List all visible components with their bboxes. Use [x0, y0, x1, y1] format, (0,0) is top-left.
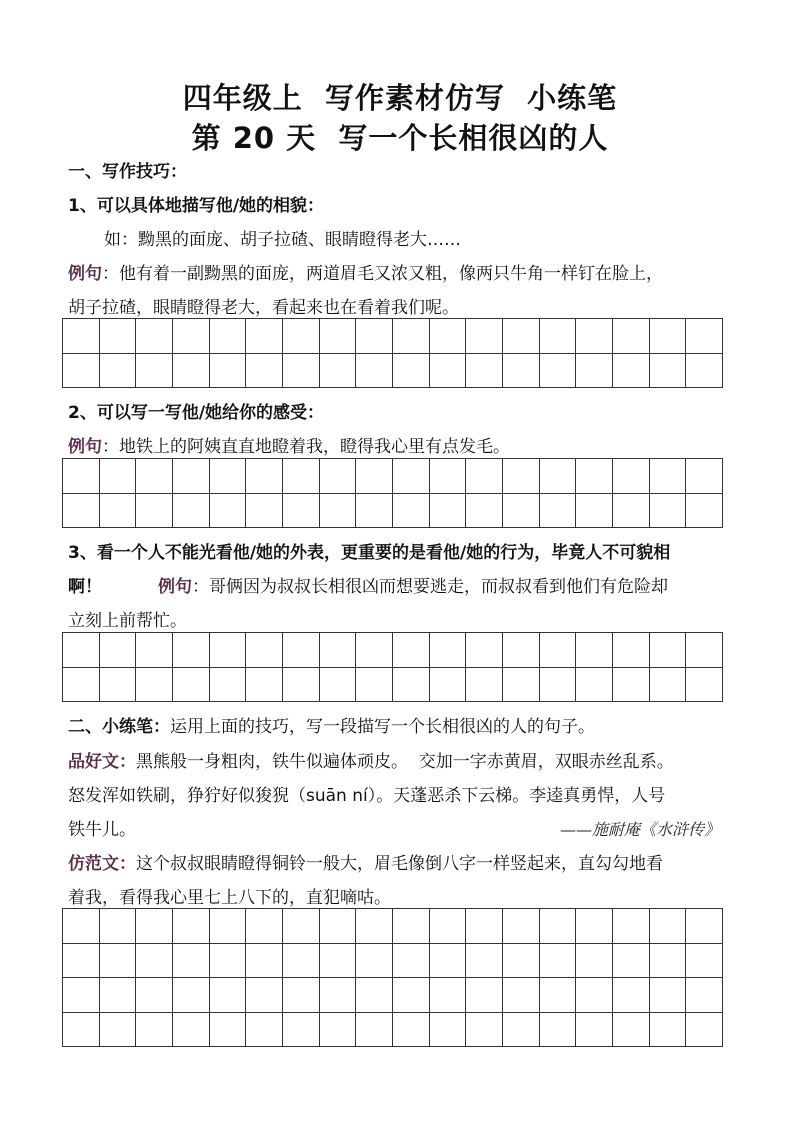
grid-cell[interactable]	[430, 1013, 467, 1048]
tip2-example-sentence	[68, 436, 510, 458]
grid-cell[interactable]	[466, 1013, 503, 1048]
example-text: ：地铁上的阿姨直直地瞪着我，瞪得我心里有点发毛。	[102, 437, 510, 457]
grid-cell[interactable]	[650, 668, 687, 703]
grid-cell[interactable]	[320, 668, 357, 703]
grid-cell[interactable]	[283, 668, 320, 703]
example-label: 例句	[158, 577, 192, 597]
grid-cell[interactable]	[393, 944, 430, 979]
grid-cell[interactable]	[466, 354, 503, 389]
grid-cell[interactable]	[576, 909, 613, 944]
grid-cell[interactable]	[136, 1013, 173, 1048]
grid-cell[interactable]	[430, 494, 467, 529]
grid-cell[interactable]	[246, 978, 283, 1013]
grid-cell[interactable]	[320, 909, 357, 944]
grid-cell[interactable]	[686, 909, 723, 944]
grid-cell[interactable]	[320, 459, 357, 494]
grid-cell[interactable]	[686, 459, 723, 494]
grid-cell[interactable]	[613, 319, 650, 354]
title-line-2: 第 20 天 写一个长相很凶的人	[191, 121, 609, 155]
grid-cell[interactable]	[320, 494, 357, 529]
grid-cell[interactable]	[173, 668, 210, 703]
grid-cell[interactable]	[100, 459, 137, 494]
grid-cell[interactable]	[650, 354, 687, 389]
grid-cell[interactable]	[173, 978, 210, 1013]
grid-cell[interactable]	[210, 494, 247, 529]
grid-cell[interactable]	[100, 978, 137, 1013]
grid-cell[interactable]	[356, 354, 393, 389]
grid-cell[interactable]	[356, 633, 393, 668]
grid-cell[interactable]	[320, 633, 357, 668]
tip3-heading-line2	[68, 576, 668, 598]
grid-cell[interactable]	[246, 459, 283, 494]
grid-cell[interactable]	[430, 319, 467, 354]
grid-cell[interactable]	[466, 319, 503, 354]
grid-cell[interactable]	[63, 944, 100, 979]
writing-grid-1[interactable]	[62, 318, 723, 388]
grid-cell[interactable]	[466, 459, 503, 494]
grid-cell[interactable]	[283, 944, 320, 979]
grid-cell[interactable]	[576, 1013, 613, 1048]
section2-heading: 二、小练笔：	[68, 717, 170, 737]
grid-cell[interactable]	[576, 944, 613, 979]
good-text-attribution: ——施耐庵《水浒传》	[559, 820, 720, 839]
grid-cell[interactable]	[173, 1013, 210, 1048]
grid-cell[interactable]	[136, 668, 173, 703]
grid-cell[interactable]	[503, 668, 540, 703]
grid-cell[interactable]	[576, 633, 613, 668]
grid-cell[interactable]	[393, 978, 430, 1013]
grid-cell[interactable]	[576, 668, 613, 703]
grid-cell[interactable]	[503, 909, 540, 944]
grid-cell[interactable]	[136, 494, 173, 529]
grid-cell[interactable]	[100, 319, 137, 354]
section2-instruction: 运用上面的技巧，写一段描写一个长相很凶的人的句子。	[170, 717, 595, 737]
grid-cell[interactable]	[173, 909, 210, 944]
grid-cell[interactable]	[503, 633, 540, 668]
grid-cell[interactable]	[100, 944, 137, 979]
grid-cell[interactable]	[246, 1013, 283, 1048]
grid-cell[interactable]	[210, 668, 247, 703]
grid-cell[interactable]	[466, 909, 503, 944]
grid-cell[interactable]	[210, 909, 247, 944]
grid-cell[interactable]	[356, 944, 393, 979]
model-text-line1	[68, 853, 663, 875]
grid-cell[interactable]	[283, 909, 320, 944]
grid-cell[interactable]	[63, 909, 100, 944]
tip3-heading-end: 啊！	[68, 577, 102, 597]
tip2-heading: 2、可以写一写他/她给你的感受：	[68, 403, 325, 423]
tip3-example-sentence-line2: 立刻上前帮忙。	[68, 611, 187, 631]
grid-cell[interactable]	[210, 978, 247, 1013]
grid-cell[interactable]	[246, 354, 283, 389]
grid-cell[interactable]	[576, 978, 613, 1013]
tip3-heading-line1: 3、看一个人不能光看他/她的外表，更重要的是看他/她的行为，毕竟人不可貌相	[68, 543, 671, 563]
grid-cell[interactable]	[136, 909, 173, 944]
grid-cell[interactable]	[466, 978, 503, 1013]
grid-cell[interactable]	[136, 978, 173, 1013]
writing-grid-2[interactable]	[62, 458, 723, 528]
grid-cell[interactable]	[320, 1013, 357, 1048]
grid-cell[interactable]	[613, 494, 650, 529]
example-text: ：他有着一副黝黑的面庞，两道眉毛又浓又粗，像两只牛角一样钉在脸上，	[102, 264, 663, 284]
grid-cell[interactable]	[136, 944, 173, 979]
grid-cell[interactable]	[173, 633, 210, 668]
grid-cell[interactable]	[430, 944, 467, 979]
grid-cell[interactable]	[503, 319, 540, 354]
grid-cell[interactable]	[686, 319, 723, 354]
grid-cell[interactable]	[576, 354, 613, 389]
grid-cell[interactable]	[430, 978, 467, 1013]
grid-cell[interactable]	[100, 909, 137, 944]
grid-cell[interactable]	[430, 909, 467, 944]
grid-cell[interactable]	[63, 978, 100, 1013]
grid-cell[interactable]	[63, 633, 100, 668]
grid-cell[interactable]	[686, 633, 723, 668]
grid-cell[interactable]	[320, 354, 357, 389]
grid-cell[interactable]	[320, 978, 357, 1013]
model-text-line2: 着我，看得我心里七上八下的，直犯嘀咕。	[68, 888, 391, 908]
grid-cell[interactable]	[393, 909, 430, 944]
grid-cell[interactable]	[100, 494, 137, 529]
grid-cell[interactable]	[613, 944, 650, 979]
writing-grid-4[interactable]	[62, 908, 723, 1047]
grid-cell[interactable]	[393, 1013, 430, 1048]
grid-cell[interactable]	[356, 494, 393, 529]
grid-cell[interactable]	[136, 319, 173, 354]
grid-cell[interactable]	[466, 633, 503, 668]
grid-cell[interactable]	[100, 633, 137, 668]
grid-cell[interactable]	[63, 319, 100, 354]
writing-grid-3[interactable]	[62, 632, 723, 702]
good-text-label: 品好文：	[68, 752, 136, 772]
grid-cell[interactable]	[246, 909, 283, 944]
grid-cell[interactable]	[430, 459, 467, 494]
grid-cell[interactable]	[210, 354, 247, 389]
grid-cell[interactable]	[283, 1013, 320, 1048]
grid-cell[interactable]	[283, 459, 320, 494]
grid-cell[interactable]	[136, 354, 173, 389]
grid-cell[interactable]	[686, 1013, 723, 1048]
grid-cell[interactable]	[650, 909, 687, 944]
tip1-example-sentence-line2: 胡子拉碴，眼睛瞪得老大，看起来也在看着我们呢。	[68, 298, 459, 318]
grid-cell[interactable]	[320, 944, 357, 979]
grid-cell[interactable]	[246, 633, 283, 668]
grid-cell[interactable]	[540, 944, 577, 979]
grid-cell[interactable]	[686, 668, 723, 703]
example-text: ：哥俩因为叔叔长相很凶而想要逃走，而叔叔看到他们有危险却	[192, 577, 668, 597]
grid-cell[interactable]	[63, 494, 100, 529]
grid-cell[interactable]	[210, 633, 247, 668]
grid-cell[interactable]	[650, 494, 687, 529]
grid-cell[interactable]	[613, 909, 650, 944]
grid-cell[interactable]	[650, 944, 687, 979]
grid-cell[interactable]	[356, 909, 393, 944]
grid-cell[interactable]	[540, 909, 577, 944]
grid-cell[interactable]	[430, 354, 467, 389]
grid-cell[interactable]	[540, 633, 577, 668]
grid-cell[interactable]	[356, 1013, 393, 1048]
grid-cell[interactable]	[393, 494, 430, 529]
tip1-example-sentence-line1	[68, 263, 663, 285]
grid-cell[interactable]	[503, 978, 540, 1013]
grid-cell[interactable]	[503, 354, 540, 389]
grid-cell[interactable]	[613, 978, 650, 1013]
grid-cell[interactable]	[393, 354, 430, 389]
grid-cell[interactable]	[356, 668, 393, 703]
title-line-1: 四年级上 写作素材仿写 小练笔	[182, 81, 618, 115]
grid-cell[interactable]	[100, 354, 137, 389]
grid-cell[interactable]	[540, 494, 577, 529]
grid-cell[interactable]	[430, 633, 467, 668]
grid-cell[interactable]	[503, 494, 540, 529]
grid-cell[interactable]	[283, 494, 320, 529]
grid-cell[interactable]	[246, 944, 283, 979]
grid-cell[interactable]	[100, 668, 137, 703]
grid-cell[interactable]	[393, 633, 430, 668]
grid-cell[interactable]	[650, 633, 687, 668]
grid-cell[interactable]	[173, 459, 210, 494]
grid-cell[interactable]	[540, 459, 577, 494]
grid-cell[interactable]	[283, 633, 320, 668]
grid-cell[interactable]	[173, 944, 210, 979]
grid-cell[interactable]	[466, 944, 503, 979]
grid-cell[interactable]	[210, 319, 247, 354]
tip1-example-intro: 如：黝黑的面庞、胡子拉碴、眼睛瞪得老大……	[104, 230, 461, 250]
good-text-content: 黑熊般一身粗肉，铁牛似遍体顽皮。 交加一字赤黄眉，双眼赤丝乱系。	[136, 752, 674, 772]
grid-cell[interactable]	[540, 319, 577, 354]
grid-cell[interactable]	[210, 1013, 247, 1048]
grid-cell[interactable]	[650, 978, 687, 1013]
section1-heading: 一、写作技巧：	[68, 162, 187, 182]
grid-cell[interactable]	[430, 668, 467, 703]
grid-cell[interactable]	[63, 668, 100, 703]
grid-cell[interactable]	[466, 494, 503, 529]
grid-cell[interactable]	[210, 459, 247, 494]
grid-cell[interactable]	[613, 668, 650, 703]
grid-cell[interactable]	[246, 668, 283, 703]
grid-cell[interactable]	[246, 494, 283, 529]
grid-cell[interactable]	[173, 494, 210, 529]
good-text-line2: 怒发浑如铁刷，狰狞好似狻猊（suān ní）。天蓬恶杀下云梯。李逵真勇悍，人号	[68, 786, 666, 806]
example-label: 例句	[68, 437, 102, 457]
grid-cell[interactable]	[540, 354, 577, 389]
grid-cell[interactable]	[63, 459, 100, 494]
grid-cell[interactable]	[63, 354, 100, 389]
grid-cell[interactable]	[63, 1013, 100, 1048]
grid-cell[interactable]	[540, 668, 577, 703]
grid-cell[interactable]	[136, 633, 173, 668]
grid-cell[interactable]	[503, 459, 540, 494]
grid-cell[interactable]	[246, 319, 283, 354]
grid-cell[interactable]	[650, 459, 687, 494]
grid-cell[interactable]	[100, 1013, 137, 1048]
good-text-line1	[68, 751, 674, 773]
section2-heading-line	[68, 716, 595, 738]
grid-cell[interactable]	[466, 668, 503, 703]
grid-cell[interactable]	[283, 319, 320, 354]
model-text-content: 这个叔叔眼睛瞪得铜铃一般大，眉毛像倒八字一样竖起来，直勾勾地看	[136, 854, 663, 874]
grid-cell[interactable]	[613, 633, 650, 668]
grid-cell[interactable]	[173, 319, 210, 354]
grid-cell[interactable]	[283, 978, 320, 1013]
grid-cell[interactable]	[686, 354, 723, 389]
good-text-line3: 铁牛儿。	[68, 820, 136, 840]
example-label: 例句	[68, 264, 102, 284]
grid-cell[interactable]	[320, 319, 357, 354]
grid-cell[interactable]	[576, 319, 613, 354]
grid-cell[interactable]	[393, 459, 430, 494]
grid-cell[interactable]	[210, 944, 247, 979]
grid-cell[interactable]	[613, 459, 650, 494]
grid-cell[interactable]	[686, 978, 723, 1013]
grid-cell[interactable]	[650, 319, 687, 354]
grid-cell[interactable]	[393, 319, 430, 354]
grid-cell[interactable]	[356, 978, 393, 1013]
grid-cell[interactable]	[173, 354, 210, 389]
grid-cell[interactable]	[650, 1013, 687, 1048]
grid-cell[interactable]	[540, 978, 577, 1013]
grid-cell[interactable]	[503, 1013, 540, 1048]
grid-cell[interactable]	[686, 944, 723, 979]
grid-cell[interactable]	[503, 944, 540, 979]
tip1-heading: 1、可以具体地描写他/她的相貌：	[68, 196, 325, 216]
grid-cell[interactable]	[613, 1013, 650, 1048]
grid-cell[interactable]	[136, 459, 173, 494]
grid-cell[interactable]	[613, 354, 650, 389]
grid-cell[interactable]	[393, 668, 430, 703]
grid-cell[interactable]	[283, 354, 320, 389]
grid-cell[interactable]	[356, 459, 393, 494]
grid-cell[interactable]	[540, 1013, 577, 1048]
grid-cell[interactable]	[356, 319, 393, 354]
grid-cell[interactable]	[686, 494, 723, 529]
grid-cell[interactable]	[576, 494, 613, 529]
model-text-label: 仿范文：	[68, 854, 136, 874]
grid-cell[interactable]	[576, 459, 613, 494]
